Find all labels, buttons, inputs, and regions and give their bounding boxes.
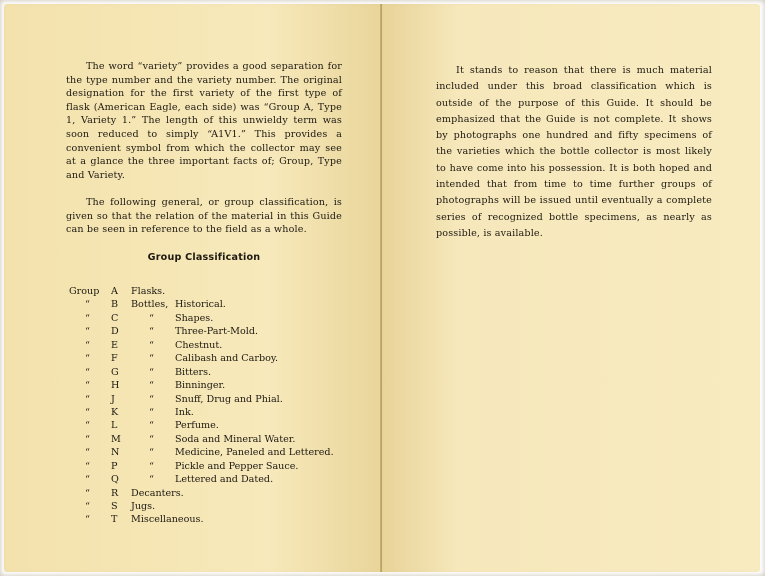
group-name: Binninger. xyxy=(175,380,226,392)
group-classification-heading: Group Classification xyxy=(147,252,261,263)
group-letter: F xyxy=(111,353,118,365)
group-letter: S xyxy=(111,501,118,512)
bottle-kind: “ xyxy=(149,312,154,324)
bottle-kind: “ xyxy=(149,366,154,378)
classification-intro-paragraph: The following general, or group classification, is given so that the relation of the material in this Guide can be seen in reference to the field as a whole. xyxy=(66,197,342,236)
group-name: Snuff, Drug and Phial. xyxy=(175,393,283,405)
group-label: “ xyxy=(85,312,90,324)
group-label: “ xyxy=(85,366,90,378)
group-name: Perfume. xyxy=(175,420,219,432)
guide-scope-paragraph: It stands to reason that there is much material included under this broad classification which is outside of the purpose of this Guide. It should be emphasized that the Guide is not complete. It shows by photographs one hundred and fifty specimens of the varieties which the bottle collector is most likely to have come into his possession. It is both hoped and intended that from time to time further groups of photographs will be issued until eventually a complete series of recognized bottle specimens, as nearly as possible, is available. xyxy=(436,65,712,239)
group-name: Miscellaneous. xyxy=(131,514,204,526)
group-label: “ xyxy=(85,460,90,472)
group-label: Group xyxy=(69,286,100,297)
group-letter: G xyxy=(111,366,119,378)
group-letter: B xyxy=(111,299,119,311)
group-name: Calibash and Carboy. xyxy=(175,353,279,365)
group-label: “ xyxy=(85,299,90,311)
group-name: Flasks. xyxy=(131,286,166,297)
group-label: “ xyxy=(85,501,90,512)
bottle-kind: “ xyxy=(149,460,154,472)
bottle-kind: “ xyxy=(149,393,154,405)
group-letter: D xyxy=(111,326,119,338)
group-name: Historical. xyxy=(175,299,226,311)
group-label: “ xyxy=(85,406,90,418)
group-letter: L xyxy=(111,420,118,432)
group-name: Soda and Mineral Water. xyxy=(175,433,296,445)
group-label: “ xyxy=(85,339,90,351)
bottle-kind: “ xyxy=(149,353,154,365)
group-letter: T xyxy=(111,514,118,526)
group-letter: P xyxy=(111,460,118,472)
group-label: “ xyxy=(85,433,90,445)
bottle-kind: Bottles, xyxy=(131,299,169,311)
group-letter: K xyxy=(111,406,119,418)
group-name: Pickle and Pepper Sauce. xyxy=(175,460,299,472)
group-letter: N xyxy=(111,447,120,459)
group-letter: E xyxy=(111,339,119,351)
bottle-kind: “ xyxy=(149,474,154,486)
group-name: Ink. xyxy=(175,406,194,418)
group-label: “ xyxy=(85,447,90,459)
group-label: “ xyxy=(85,420,90,432)
group-letter: H xyxy=(111,380,120,392)
group-label: “ xyxy=(85,393,90,405)
group-label: “ xyxy=(85,487,90,499)
group-name: Three-Part-Mold. xyxy=(175,326,259,338)
group-letter: M xyxy=(111,433,121,445)
bottle-kind: “ xyxy=(149,380,154,392)
bottle-kind: “ xyxy=(149,433,154,445)
group-letter: Q xyxy=(111,474,119,486)
group-letter: C xyxy=(111,312,119,324)
group-name: Medicine, Paneled and Lettered. xyxy=(175,447,334,459)
group-name: Lettered and Dated. xyxy=(175,474,274,486)
group-label: “ xyxy=(85,380,90,392)
group-label: “ xyxy=(85,353,90,365)
bottle-kind: “ xyxy=(149,326,154,338)
group-label: “ xyxy=(85,514,90,526)
bottle-kind: “ xyxy=(149,406,154,418)
group-label: “ xyxy=(85,474,90,486)
group-name: Decanters. xyxy=(131,487,184,499)
group-label: “ xyxy=(85,326,90,338)
group-letter: J xyxy=(111,393,115,405)
bottle-kind: “ xyxy=(149,447,154,459)
group-name: Chestnut. xyxy=(175,339,223,351)
group-name: Jugs. xyxy=(131,501,156,512)
group-letter: R xyxy=(111,487,119,499)
group-letter: A xyxy=(111,286,118,297)
variety-paragraph: The word “variety” provides a good separation for the type number and the variety number. The original designation for the first variety of the first type of flask (American Eagle, each side) was “Group A, Type 1, Variety 1.” The length of this unwieldy term was soon reduced to simply “A1V1.” This provides a convenient symbol from which the collector may see at a glance the three important facts of; Group, Type and Variety. xyxy=(66,61,342,181)
group-name: Shapes. xyxy=(175,312,214,324)
bottle-kind: “ xyxy=(149,339,154,351)
right-page-text xyxy=(436,63,712,242)
group-name: Bitters. xyxy=(175,366,212,378)
bottle-kind: “ xyxy=(149,420,154,432)
